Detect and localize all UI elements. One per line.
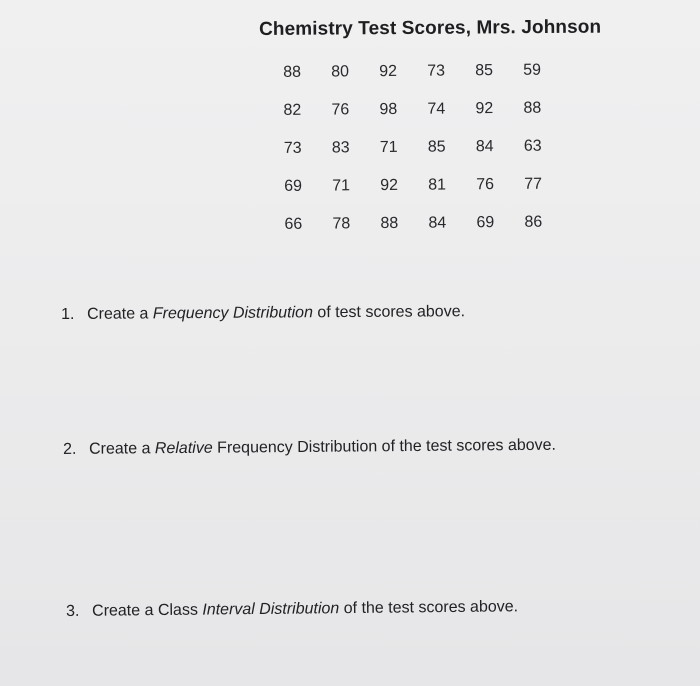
score-cell: 83 bbox=[331, 139, 350, 157]
score-cell: 69 bbox=[284, 177, 303, 195]
question-number: 1. bbox=[61, 305, 75, 323]
score-cell: 77 bbox=[524, 175, 543, 193]
score-cell: 86 bbox=[524, 213, 543, 231]
question-emphasis: Interval Distribution bbox=[202, 600, 340, 619]
question-text: Create a Class bbox=[91, 601, 203, 620]
question-text: Create a bbox=[88, 440, 155, 458]
score-cell: 85 bbox=[475, 62, 494, 80]
score-cell: 71 bbox=[379, 138, 398, 157]
scores-row-1 bbox=[272, 61, 562, 102]
score-cell: 84 bbox=[475, 138, 494, 156]
scores-table bbox=[272, 61, 564, 254]
score-cell: 80 bbox=[331, 63, 350, 81]
question-text: Create a bbox=[86, 305, 153, 323]
score-cell: 88 bbox=[283, 63, 302, 81]
score-cell: 88 bbox=[523, 99, 542, 117]
question-emphasis: Frequency Distribution bbox=[152, 304, 314, 323]
score-cell: 81 bbox=[428, 176, 447, 194]
score-cell: 92 bbox=[379, 62, 398, 81]
question-2 bbox=[63, 437, 556, 459]
score-cell: 76 bbox=[476, 176, 495, 194]
score-cell: 69 bbox=[476, 214, 495, 232]
scores-row-5 bbox=[273, 213, 563, 254]
score-cell: 71 bbox=[332, 177, 351, 195]
score-cell: 66 bbox=[284, 215, 303, 233]
score-cell: 73 bbox=[283, 139, 302, 157]
score-cell: 59 bbox=[523, 61, 542, 79]
score-cell: 92 bbox=[475, 100, 494, 118]
score-cell: 74 bbox=[427, 100, 446, 118]
question-number: 3. bbox=[66, 602, 80, 620]
question-1 bbox=[61, 303, 465, 324]
score-cell: 98 bbox=[379, 100, 398, 119]
score-cell: 88 bbox=[380, 214, 399, 233]
question-3 bbox=[66, 598, 518, 621]
score-cell: 84 bbox=[428, 214, 447, 232]
scores-row-2 bbox=[272, 99, 562, 140]
question-text: of the test scores above. bbox=[339, 598, 519, 618]
score-cell: 63 bbox=[523, 137, 542, 155]
score-cell: 82 bbox=[283, 101, 302, 119]
scores-row-3 bbox=[273, 137, 563, 178]
scores-row-4 bbox=[273, 175, 563, 216]
question-number: 2. bbox=[63, 440, 77, 458]
question-text: of test scores above. bbox=[312, 303, 466, 322]
question-emphasis: Relative bbox=[154, 439, 213, 458]
score-cell: 73 bbox=[427, 62, 446, 80]
score-cell: 76 bbox=[331, 101, 350, 119]
worksheet-title: Chemistry Test Scores, Mrs. Johnson bbox=[259, 16, 602, 40]
question-text: Frequency Distribution of the test scores above. bbox=[212, 436, 557, 457]
score-cell: 85 bbox=[427, 138, 446, 156]
score-cell: 78 bbox=[332, 215, 351, 233]
score-cell: 92 bbox=[380, 176, 399, 195]
